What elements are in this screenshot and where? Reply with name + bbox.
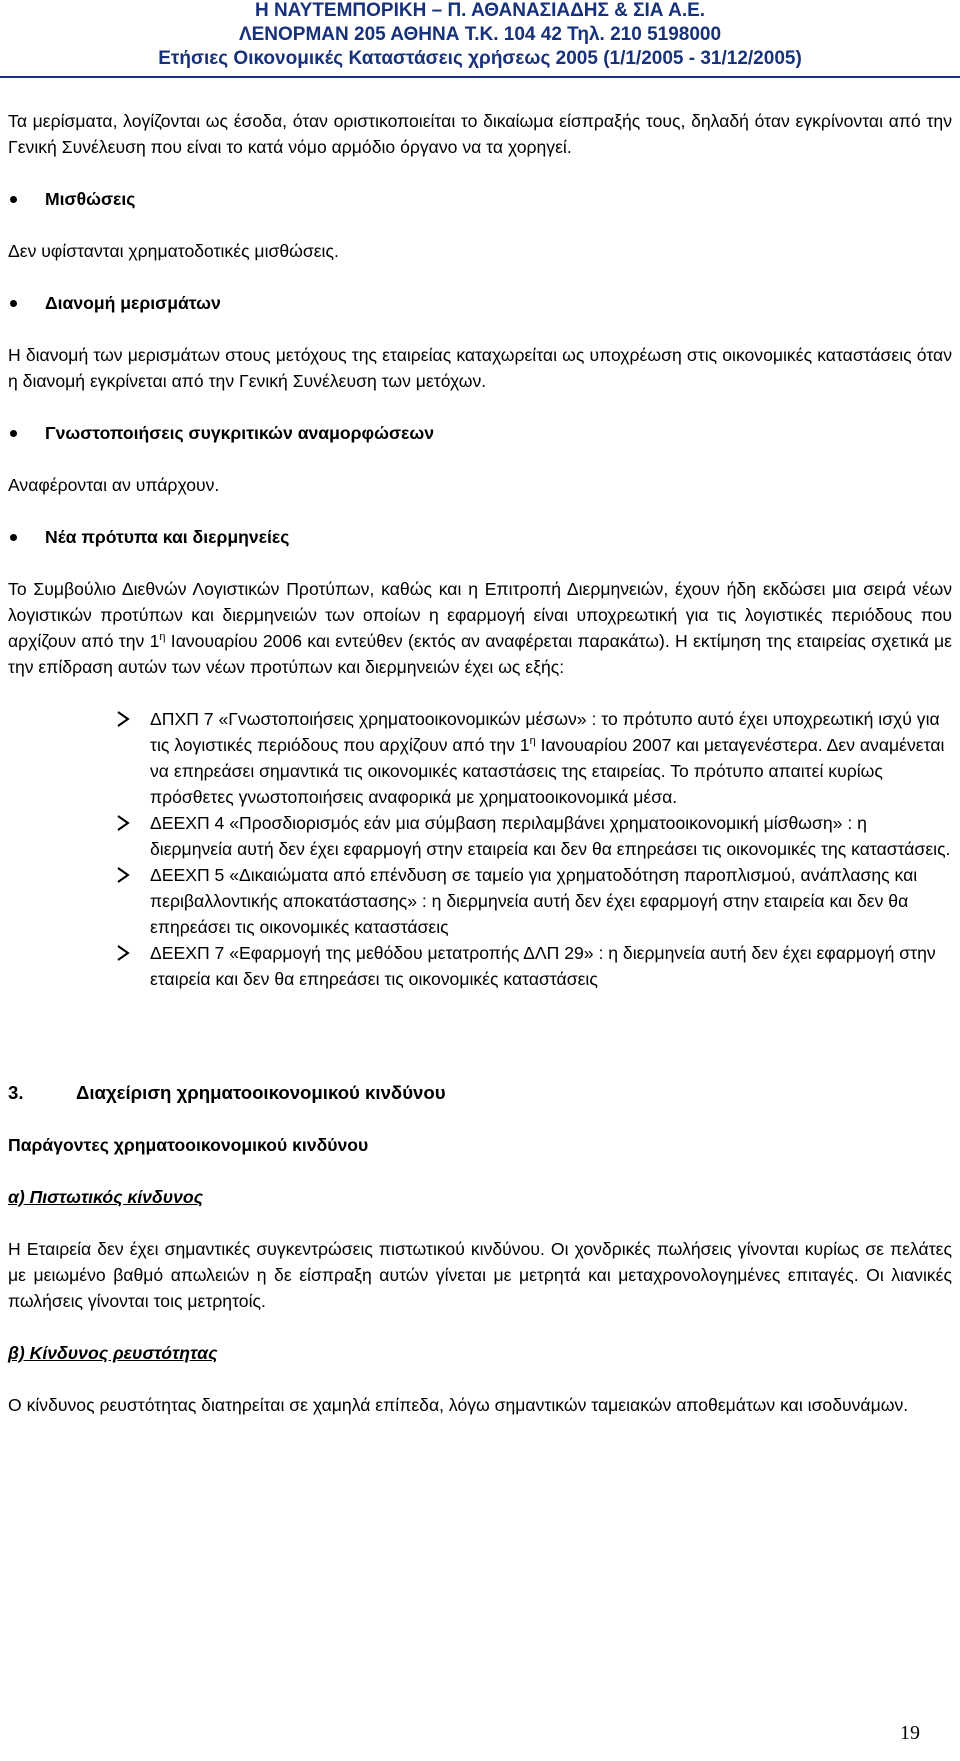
arrow-bullet-icon [116,944,130,962]
bullet-icon [10,196,17,203]
arrow-bullet-icon [116,710,130,728]
section-heading [8,1080,952,1106]
item-ifric5-text: ΔΕΕΧΠ 5 «Δικαιώματα από επένδυση σε ταμείο για χρηματοδότηση παροπλισμού, ανάπλασης και περιβαλλοντικής αποκατάστασης» : η διερμηνεία αυτή δεν έχει εφαρμογή στην εταιρεία και δεν θα επηρεάσει τις οικονομικές καταστάσεις [150,865,918,937]
standards-list-item [113,940,952,992]
header-report-period: Ετήσιες Οικονομικές Καταστάσεις χρήσεως 2005 (1/1/2005 - 31/12/2005) [158,48,802,69]
dividends-heading: Διανομή μερισμάτων [45,293,221,313]
standards-list [113,706,952,992]
credit-risk-paragraph: Η Εταιρεία δεν έχει σημαντικές συγκεντρώσεις πιστωτικού κινδύνου. Οι χονδρικές πωλήσεις γίνονται κυρίως σε πελάτες με μειωμένο βαθμό απωλειών η δε είσπραξη αυτών γίνεται με μετρητά και μεταχρονολογημένες επιταγές. Οι λιανικές πωλήσεις γίνονται τοις μετρητοίς. [8,1239,952,1311]
standards-text-b: Ιανουαρίου 2006 και εντεύθεν (εκτός αν αναφέρεται παρακάτω). Η εκτίμηση της εταιρείας σχετικά με την επίδραση αυτών των νέων προτύπων και διερμηνειών έχει ως εξής: [8,631,953,677]
ordinal-superscript: η [529,735,536,747]
header-address: ΛΕΝΟΡΜΑΝ 205 ΑΘΗΝΑ Τ.Κ. 104 42 Τηλ. 210 5198000 [238,24,722,45]
standards-text-a: Το Συμβούλιο Διεθνών Λογιστικών Προτύπων, καθώς και η Επιτροπή Διερμηνειών, έχουν ήδη εκδώσει μια σειρά νέων λογιστικών προτύπων και διερμηνειών των οποίων η εφαρμογή είναι υποχρεωτική για τις λογιστικές περιόδους που αρχίζουν από την 1 [8,579,952,651]
header-rule [0,76,960,78]
liquidity-risk-heading: β) Κίνδυνος ρευστότητας [8,1343,218,1363]
item-ifrs7-text-b: Ιανουαρίου 2007 και μεταγενέστερα. Δεν αναμένεται να επηρεάσει σημαντικά τις οικονομικές καταστάσεις της εταιρείας. Το πρότυπο απαιτεί κυρίως πρόσθετες γνωστοποιήσεις αναφορικά με χρηματοοικονομικά μέσα. [150,735,945,807]
item-ifrs7-text-a: ΔΠΧΠ 7 «Γνωστοποιήσεις χρηματοοικονομικών μέσων» : το πρότυπο αυτό έχει υποχρεωτική ισχύ για τις λογιστικές περιόδους που αρχίζουν από την 1 [150,709,940,755]
bullet-icon [10,300,17,307]
bullet-icon [10,430,17,437]
standards-paragraph [8,576,952,680]
liquidity-risk-paragraph: Ο κίνδυνος ρευστότητας διατηρείται σε χαμηλά επίπεδα, λόγω σημαντικών ταμειακών αποθεμάτων και ισοδυνάμων. [8,1395,909,1415]
arrow-bullet-icon [116,866,130,884]
bullet-comparative [8,420,952,446]
standards-list-item [113,862,952,940]
section-title: Διαχείριση χρηματοοικονομικού κινδύνου [76,1082,446,1103]
item-ifric4-text: ΔΕΕΧΠ 4 «Προσδιορισμός εάν μια σύμβαση περιλαμβάνει χρηματοοικονομική μίσθωση» : η διερμηνεία αυτή δεν έχει εφαρμογή στην εταιρεία και δεν θα επηρεάσει τις οικονομικές της καταστάσεις. [150,813,951,859]
leases-heading: Μισθώσεις [45,189,136,209]
item-ifric7-text: ΔΕΕΧΠ 7 «Εφαρμογή της μεθόδου μετατροπής ΔΛΠ 29» : η διερμηνεία αυτή δεν έχει εφαρμογή στην εταιρεία και δεν θα επηρεάσει τις οικονομικές καταστάσεις [150,943,936,989]
dividends-income-paragraph: Τα μερίσματα, λογίζονται ως έσοδα, όταν οριστικοποιείται το δικαίωμα είσπραξής τους, δηλαδή όταν εγκρίνονται από την Γενική Συνέλευση που είναι το κατά νόμο αρμόδιο όργανο να τα χορηγεί. [8,111,952,157]
comparative-paragraph: Αναφέρονται αν υπάρχουν. [8,475,220,495]
bullet-dividends [8,290,952,316]
leases-paragraph: Δεν υφίστανται χρηματοδοτικές μισθώσεις. [8,241,339,261]
standards-list-item [113,706,952,810]
arrow-bullet-icon [116,814,130,832]
comparative-heading: Γνωστοποιήσεις συγκριτικών αναμορφώσεων [45,423,434,443]
risk-factors-heading: Παράγοντες χρηματοοικονομικού κινδύνου [8,1135,369,1155]
bullet-standards [8,524,952,550]
credit-risk-heading: α) Πιστωτικός κίνδυνος [8,1187,204,1207]
page-content [8,108,952,1418]
dividends-paragraph: Η διανομή των μερισμάτων στους μετόχους της εταιρείας καταχωρείται ως υποχρέωση στις οικονομικές καταστάσεις όταν η διανομή εγκρίνεται από την Γενική Συνέλευση των μετόχων. [8,345,952,391]
section-number: 3. [8,1082,24,1103]
standards-list-item [113,810,952,862]
header-company: Η ΝΑΥΤΕΜΠΟΡΙΚΗ – Π. ΑΘΑΝΑΣΙΑΔΗΣ & ΣΙΑ Α.Ε. [254,0,706,21]
page-number: 19 [900,1722,920,1744]
bullet-icon [10,534,17,541]
ordinal-superscript: η [159,631,166,643]
standards-heading: Νέα πρότυπα και διερμηνείες [45,527,290,547]
bullet-leases [8,186,952,212]
